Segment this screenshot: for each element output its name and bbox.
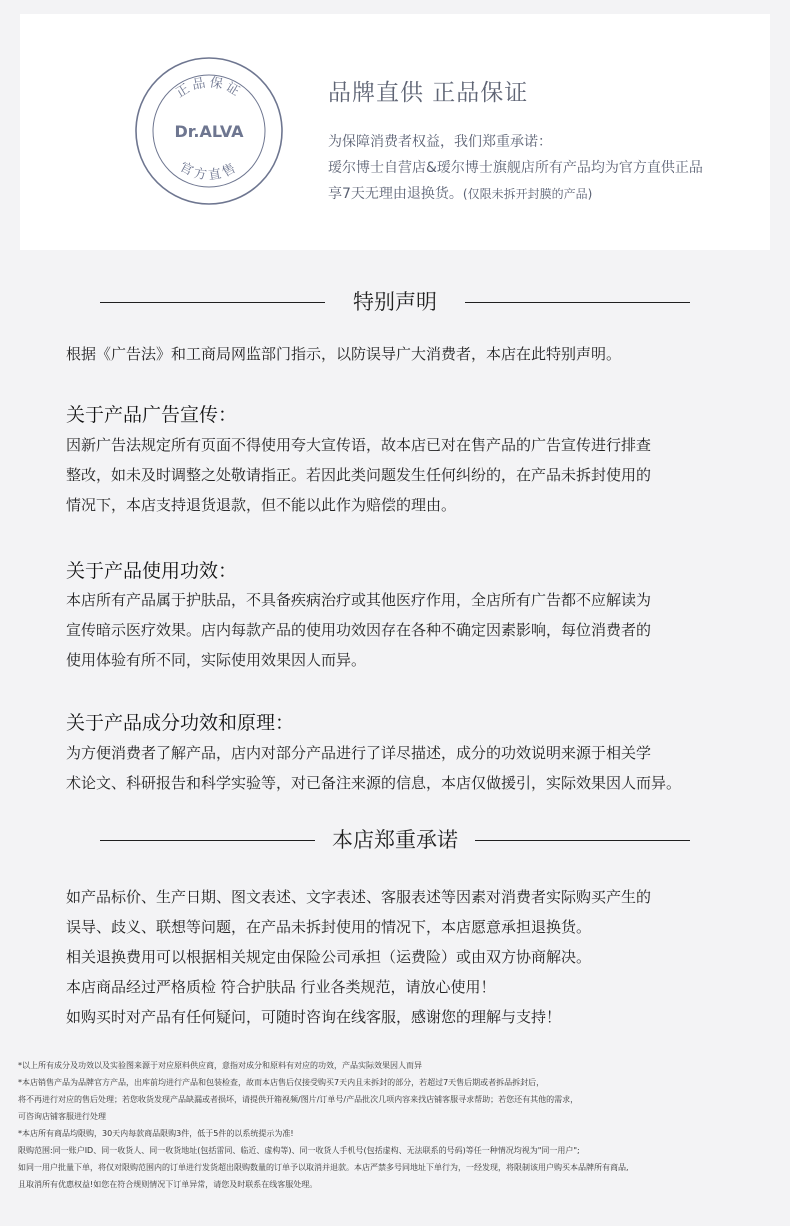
footnote-line: *以上所有成分及功效以及实验图来源于对应原料供应商，意指对成分和原料有对应的功效，产品实际效果因人而异	[18, 1061, 422, 1070]
body-line: 本店所有产品属于护肤品，不具备疾病治疗或其他医疗作用，全店所有广告都不应解读为	[66, 591, 652, 609]
footnote-line: 限购范围:同一账户ID、同一收货人、同一收货地址(包括雷同、临近、虚构等)、同一收货人手机号(包括虚构、无法联系的号码)等任一种情况均视为"同一用户";	[18, 1146, 580, 1155]
section-title: 特别声明	[353, 290, 437, 314]
authenticity-seal-icon	[134, 56, 284, 206]
footnote-line: 将不再进行对应的售后处理；若您收货发现产品缺漏或者损坏，请提供开箱视频/图片/订单号/产品批次几项内容来找店铺客服寻求帮助；若您还有其他的需求，	[18, 1095, 579, 1104]
body-line: 术论文、科研报告和科学实验等，对已备注来源的信息，本店仅做援引，实际效果因人而异。	[66, 774, 682, 792]
seal-logo-text: Dr.ALVA	[174, 122, 244, 141]
banner-line	[328, 181, 768, 207]
ad-section-title: 关于产品广告宣传：	[66, 404, 238, 426]
banner-line: 瑷尔博士自营店&瑷尔博士旗舰店所有产品均为官方直供正品	[328, 160, 703, 176]
commitment-line: 误导、歧义、联想等问题，在产品未拆封使用的情况下，本店愿意承担退换货。	[66, 918, 592, 936]
footnote-line: *本店所有商品均限购，30天内每款商品限购3件，低于5件的以系统提示为准!	[18, 1129, 294, 1138]
efficacy-section-body	[66, 585, 746, 675]
banner-line: 为保障消费者权益，我们郑重承诺：	[328, 134, 552, 150]
footnote-line: *本店销售产品为品牌官方产品，出库前均进行产品和包装检查，故而本店售后仅接受购买7天内且未拆封的部分，若超过7天售后期或者拆品拆封后，	[18, 1078, 545, 1087]
statement-intro	[66, 339, 746, 369]
body-line: 因新广告法规定所有页面不得使用夸大宣传语，故本店已对在售产品的广告宣传进行排查	[66, 436, 652, 454]
banner-title: 品牌直供 正品保证	[328, 80, 529, 106]
footnote-line: 可咨询店铺客服进行处理	[18, 1112, 106, 1121]
body-line: 情况下，本店支持退货退款，但不能以此作为赔偿的理由。	[66, 496, 457, 514]
body-line: 使用体验有所不同，实际使用效果因人而异。	[66, 651, 367, 669]
footnotes	[18, 1057, 778, 1193]
commitment-line: 如产品标价、生产日期、图文表述、文字表述、客服表述等因素对消费者实际购买产生的	[66, 888, 652, 906]
ingredient-section-title: 关于产品成分功效和原理：	[66, 712, 295, 734]
commitment-line: 相关退换费用可以根据相关规定由保险公司承担（运费险）或由双方协商解决。	[66, 948, 592, 966]
body-line: 整改，如未及时调整之处敬请指正。若因此类问题发生任何纠纷的，在产品未拆封使用的	[66, 466, 652, 484]
ad-section-body	[66, 430, 746, 520]
commitment-heading	[0, 822, 790, 858]
ingredient-section-body	[66, 738, 746, 798]
footnote-line: 且取消所有优惠权益!如您在符合规则情况下订单异常，请您及时联系在线客服处理。	[18, 1180, 318, 1189]
efficacy-section-title: 关于产品使用功效：	[66, 560, 238, 582]
body-line: 为方便消费者了解产品，店内对部分产品进行了详尽描述，成分的功效说明来源于相关学	[66, 744, 652, 762]
section-title: 本店郑重承诺	[332, 828, 458, 852]
banner-line-note: (仅限未拆开封膜的产品)	[462, 187, 593, 201]
commitment-line: 如购买时对产品有任何疑问，可随时咨询在线客服，感谢您的理解与支持！	[66, 1008, 562, 1026]
intro-line: 根据《广告法》和工商局网监部门指示，以防误导广大消费者，本店在此特别声明。	[66, 345, 622, 363]
banner-line-main: 享7天无理由退换货。	[328, 186, 463, 202]
brand-banner	[20, 14, 770, 250]
seal-bottom-text: 官方直售	[177, 159, 241, 184]
commitment-body	[66, 882, 746, 1032]
commitment-line: 本店商品经过严格质检 符合护肤品 行业各类规范，请放心使用！	[66, 978, 496, 996]
special-statement-heading	[0, 284, 790, 320]
seal-top-text: 正品保证	[173, 75, 245, 101]
footnote-line: 如同一用户批量下单，将仅对限购范围内的订单进行发货超出限购数量的订单予以取消并退款。本店严禁多号同地址下单行为，一经发现，将限制该用户购买本品牌所有商品,	[18, 1163, 629, 1172]
banner-text-block	[328, 74, 768, 207]
body-line: 宣传暗示医疗效果。店内每款产品的使用功效因存在各种不确定因素影响，每位消费者的	[66, 621, 652, 639]
